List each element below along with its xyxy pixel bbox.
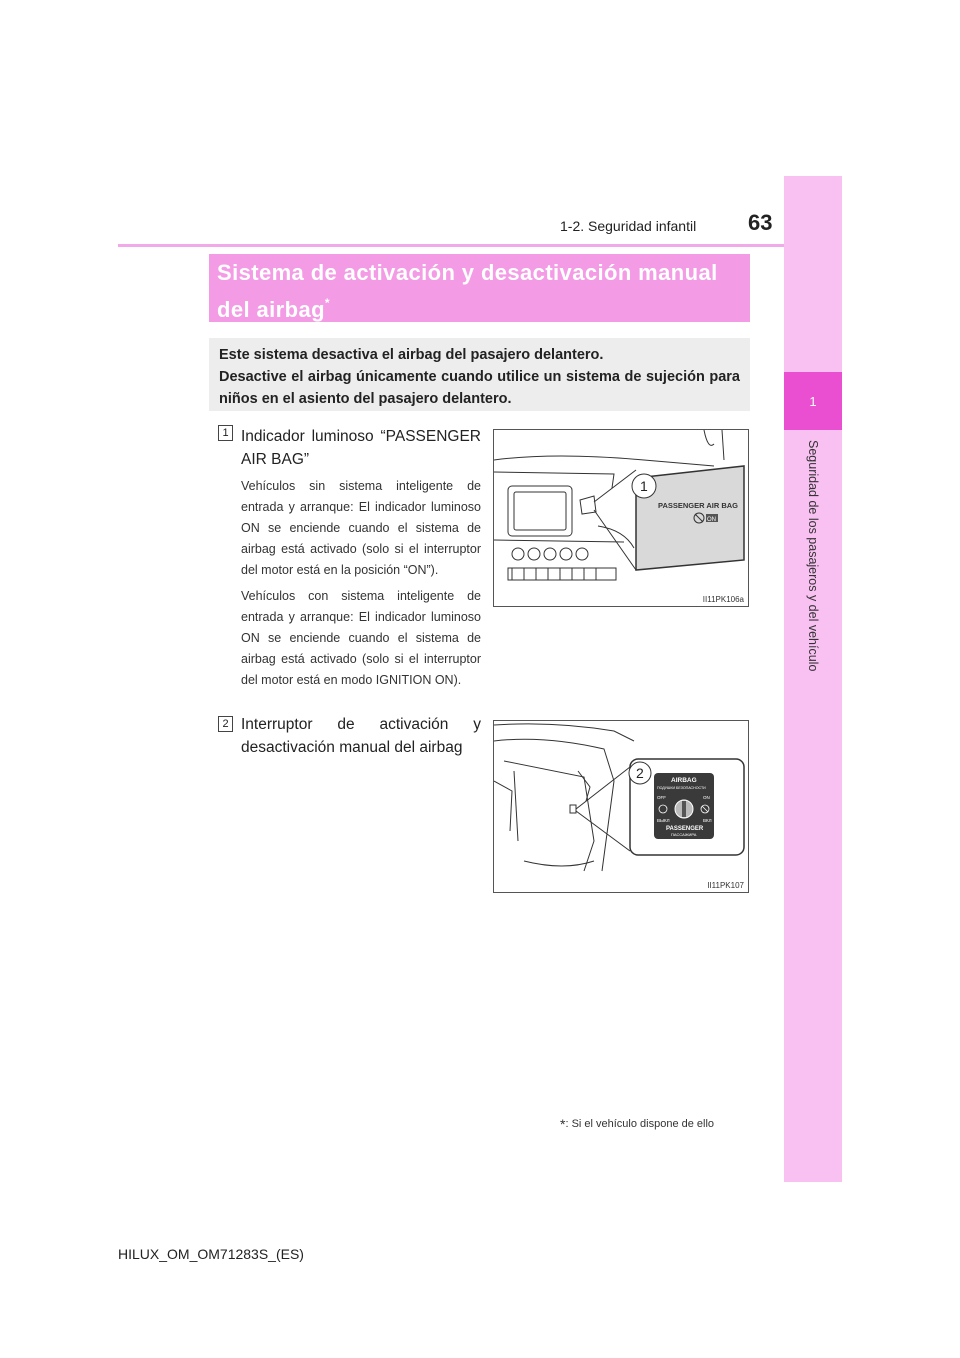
chapter-title-vertical bbox=[800, 440, 826, 740]
item-2-title: Interruptor de activación y desactivación manual del airbag bbox=[241, 716, 481, 756]
document-code: HILUX_OM_OM71283S_(ES) bbox=[118, 1246, 304, 1262]
figure-2-code: II11PK107 bbox=[707, 881, 744, 890]
callout-2-label: 2 bbox=[636, 765, 644, 781]
on-indicator-label: ON bbox=[707, 517, 716, 523]
figure-indicator-light bbox=[493, 429, 749, 607]
footnote bbox=[560, 1116, 714, 1132]
figure-1-code: II11PK106a bbox=[702, 595, 744, 604]
footnote-text: : Si el vehículo dispone de ello bbox=[565, 1118, 715, 1130]
glovebox-illustration bbox=[494, 721, 749, 893]
title-band bbox=[209, 254, 750, 322]
page-title bbox=[217, 258, 742, 325]
dashboard-illustration bbox=[494, 430, 749, 607]
callout-1-label: 1 bbox=[640, 478, 648, 494]
switch-title: AIRBAG bbox=[671, 777, 697, 784]
switch-off-label-ru: ВЫКЛ bbox=[657, 818, 670, 823]
page-number: 63 bbox=[748, 210, 773, 235]
intro-line-1: Este sistema desactiva el airbag del pasajero delantero. bbox=[219, 347, 604, 363]
item-number-1: 1 bbox=[218, 425, 233, 441]
switch-passenger-label: PASSENGER bbox=[666, 826, 704, 832]
footnote-mark: * bbox=[560, 1116, 566, 1132]
switch-passenger-label-ru: ПАССАЖИРА bbox=[671, 832, 697, 837]
page-title-text: Sistema de activación y desactivación manual del airbag bbox=[217, 260, 718, 322]
chapter-number-tab: 1 bbox=[784, 372, 842, 430]
switch-subtitle: ПОДУШКИ БЕЗОПАСНОСТИ bbox=[657, 786, 706, 790]
item-1-desc-para-1: Vehículos sin sistema inteligente de entrada y arranque: El indicador luminoso ON se enciende cuando el sistema de airbag está activado (solo si el interruptor del motor está en la posición “ON”). bbox=[241, 479, 481, 577]
header-rule bbox=[118, 244, 784, 247]
figure-airbag-switch bbox=[493, 720, 749, 893]
item-1-title: Indicador luminoso “PASSENGER AIR BAG” bbox=[241, 428, 481, 468]
item-1-desc-para-2: Vehículos con sistema inteligente de entrada y arranque: El indicador luminoso ON se enciende cuando el sistema de airbag está activado (solo si el interruptor del motor está en modo IGNITION ON). bbox=[241, 589, 481, 687]
intro-box bbox=[209, 338, 750, 411]
switch-on-label: ON bbox=[703, 795, 710, 800]
item-1-description bbox=[241, 476, 481, 696]
chapter-title-text: Seguridad de los pasajeros y del vehículo bbox=[806, 440, 820, 672]
passenger-airbag-panel-label: PASSENGER AIR BAG bbox=[658, 501, 739, 510]
section-title: 1-2. Seguridad infantil bbox=[560, 218, 697, 234]
switch-on-label-ru: ВКЛ bbox=[703, 818, 712, 823]
title-footnote-mark: * bbox=[324, 296, 330, 310]
switch-off-label: OFF bbox=[657, 795, 666, 800]
item-number-2: 2 bbox=[218, 716, 233, 732]
intro-line-2: Desactive el airbag únicamente cuando utilice un sistema de sujeción para niños en el asiento del pasajero delantero. bbox=[219, 369, 740, 407]
